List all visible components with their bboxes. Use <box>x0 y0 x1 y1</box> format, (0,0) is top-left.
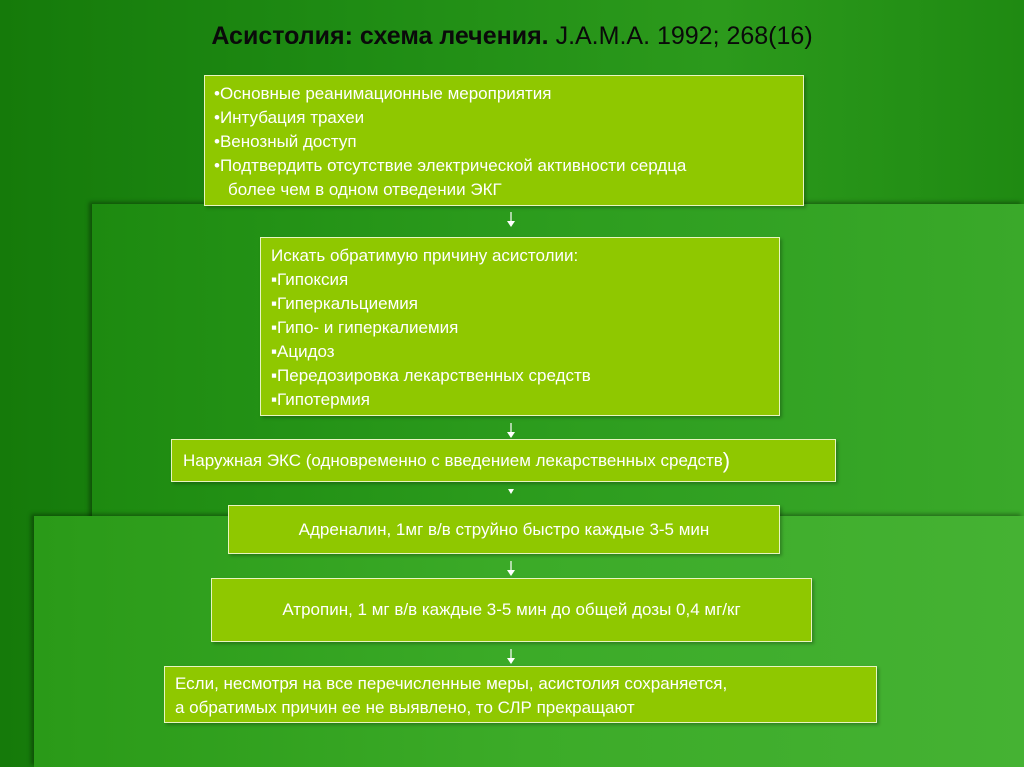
flow-arrow-2 <box>505 423 517 439</box>
box1-line: более чем в одном отведении ЭКГ <box>228 180 502 199</box>
adrenaline-box <box>228 505 780 554</box>
cause-item: ▪Гипо- и гиперкалиемия <box>271 318 459 337</box>
cause-item: ▪Гипоксия <box>271 270 349 289</box>
external-pacing-box <box>171 439 836 482</box>
box3-text: Наружная ЭКС (одновременно с введением лекарственных средств <box>183 450 723 470</box>
basic-resuscitation-box <box>204 75 804 206</box>
box1-line: •Подтвердить отсутствие электрической активности сердца <box>214 156 687 175</box>
cause-item: ▪Гипотермия <box>271 390 370 409</box>
title-reference: J.A.M.A. 1992; 268(16) <box>555 22 813 50</box>
flow-arrow-5 <box>505 649 517 665</box>
box6-line: Если, несмотря на все перечисленные меры, асистолия сохраняется, <box>175 674 728 693</box>
box6-line: а обратимых причин ее не выявлено, то СЛР прекращают <box>175 698 635 717</box>
cause-item: ▪Гиперкальциемия <box>271 294 419 313</box>
reversible-causes-box <box>260 237 780 416</box>
box2-heading: Искать обратимую причину асистолии: <box>271 246 579 265</box>
slide-title <box>0 22 1024 51</box>
box1-line: •Венозный доступ <box>214 132 357 151</box>
box4-text: Адреналин, 1мг в/в струйно быстро каждые 3-5 мин <box>298 519 710 539</box>
flow-arrow-3 <box>505 485 517 501</box>
box1-line: •Основные реанимационные мероприятия <box>214 84 552 103</box>
title-main: Асистолия: схема лечения. <box>211 22 549 50</box>
box5-text: Атропин, 1 мг в/в каждые 3-5 мин до общей дозы 0,4 мг/кг <box>282 600 741 619</box>
box1-line: •Интубация трахеи <box>214 108 365 127</box>
cause-item: ▪Ацидоз <box>271 342 335 361</box>
flow-arrow-1 <box>505 212 517 228</box>
termination-box <box>164 666 877 723</box>
cause-item: ▪Передозировка лекарственных средств <box>271 366 591 385</box>
box3-closing-paren: ) <box>722 447 731 473</box>
atropine-box <box>211 578 812 642</box>
flow-arrow-4 <box>505 561 517 577</box>
